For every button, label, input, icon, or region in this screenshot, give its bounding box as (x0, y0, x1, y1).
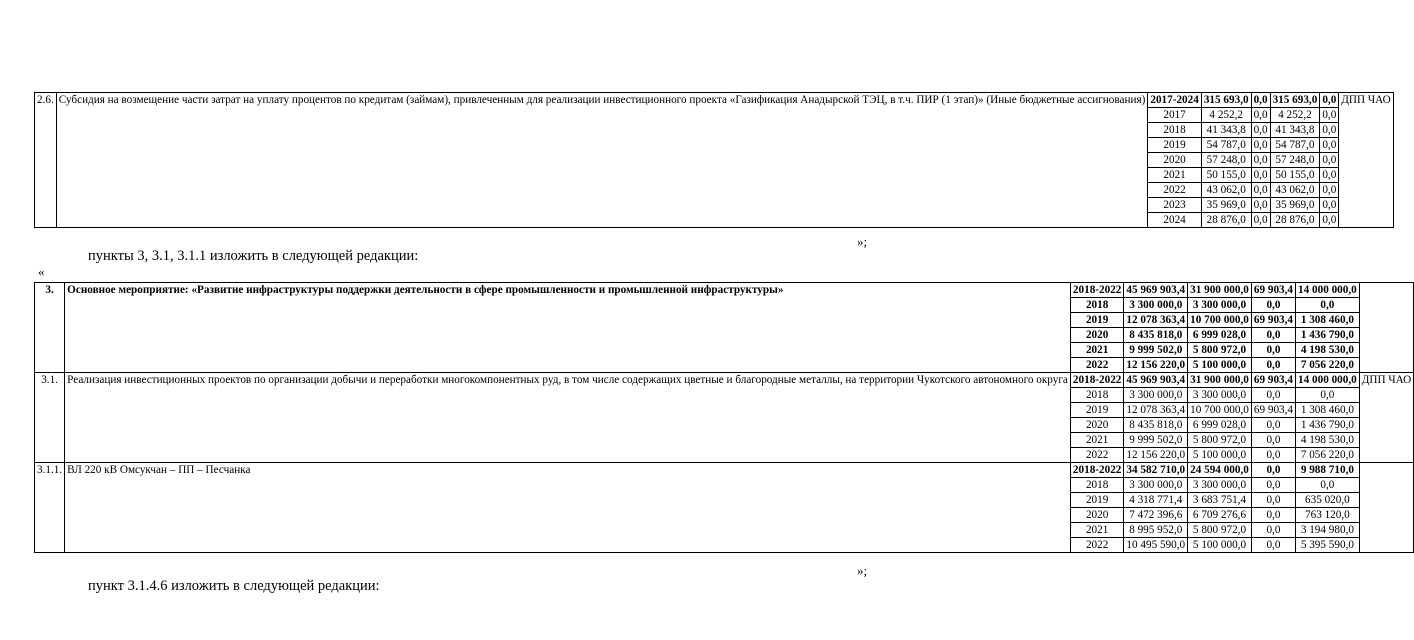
amount-cell: 31 900 000,0 (1188, 283, 1252, 298)
amount-cell: 0,0 (1251, 433, 1295, 448)
year-cell: 2021 (1070, 433, 1123, 448)
amount-cell: 69 903,4 (1251, 403, 1295, 418)
item-number: 3.1.1. (35, 463, 65, 553)
amount-cell: 28 876,0 (1201, 213, 1251, 228)
amount-cell: 0,0 (1320, 138, 1339, 153)
amount-cell: 3 683 751,4 (1188, 493, 1252, 508)
amount-cell: 12 078 363,4 (1124, 403, 1188, 418)
amount-cell: 7 472 396,6 (1124, 508, 1188, 523)
amount-cell: 54 787,0 (1201, 138, 1251, 153)
amount-cell: 3 300 000,0 (1188, 298, 1252, 313)
year-cell: 2019 (1148, 138, 1201, 153)
amount-cell: 6 999 028,0 (1188, 418, 1252, 433)
amount-cell: 41 343,8 (1201, 123, 1251, 138)
amount-cell: 0,0 (1251, 298, 1295, 313)
amount-cell: 5 800 972,0 (1188, 523, 1252, 538)
table-row (35, 373, 1414, 388)
table-items-3 (34, 282, 1414, 553)
closing-quote: »; (857, 563, 868, 578)
table-item-2-6 (34, 92, 1394, 228)
amount-cell: 14 000 000,0 (1296, 373, 1360, 388)
amount-cell: 69 903,4 (1251, 313, 1295, 328)
amount-cell: 0,0 (1251, 523, 1295, 538)
amount-cell: 0,0 (1320, 108, 1339, 123)
amount-cell: 43 062,0 (1201, 183, 1251, 198)
amount-cell: 3 300 000,0 (1188, 388, 1252, 403)
amount-cell: 0,0 (1251, 343, 1295, 358)
amount-cell: 31 900 000,0 (1188, 373, 1252, 388)
amount-cell: 0,0 (1320, 198, 1339, 213)
opening-quote: « (38, 264, 45, 279)
amount-cell: 0,0 (1251, 508, 1295, 523)
year-cell: 2018-2022 (1070, 373, 1123, 388)
amount-cell: 8 435 818,0 (1124, 328, 1188, 343)
year-cell: 2020 (1148, 153, 1201, 168)
amount-cell: 0,0 (1251, 478, 1295, 493)
amount-cell: 0,0 (1251, 493, 1295, 508)
amount-cell: 0,0 (1251, 213, 1270, 228)
amount-cell: 0,0 (1320, 153, 1339, 168)
year-cell: 2020 (1070, 508, 1123, 523)
amount-cell: 4 252,2 (1201, 108, 1251, 123)
amount-cell: 315 693,0 (1270, 93, 1320, 108)
item-number: 3. (35, 283, 65, 373)
amount-cell: 1 436 790,0 (1296, 328, 1360, 343)
year-cell: 2018 (1070, 478, 1123, 493)
item-number: 2.6. (35, 93, 57, 228)
item-number: 3.1. (35, 373, 65, 463)
executor-cell (1359, 283, 1413, 373)
amount-cell: 5 800 972,0 (1188, 343, 1252, 358)
amount-cell: 0,0 (1251, 448, 1295, 463)
amount-cell: 0,0 (1251, 168, 1270, 183)
amount-cell: 0,0 (1320, 183, 1339, 198)
amount-cell: 315 693,0 (1201, 93, 1251, 108)
item-description: Субсидия на возмещение части затрат на уплату процентов по кредитам (займам), привлеченным для реализации инвестиционного проекта «Газификация Анадырской ТЭЦ, в т.ч. ПИР (1 этап)» (Иные бюджетные ассигнования) (56, 93, 1148, 228)
year-cell: 2020 (1070, 328, 1123, 343)
amount-cell: 7 056 220,0 (1296, 358, 1360, 373)
amount-cell: 50 155,0 (1270, 168, 1320, 183)
year-cell: 2017 (1148, 108, 1201, 123)
amount-cell: 4 252,2 (1270, 108, 1320, 123)
item-description: Основное мероприятие: «Развитие инфраструктуры поддержки деятельности в сфере промышленности и промышленной инфраструктуры» (65, 283, 1071, 373)
year-cell: 2021 (1148, 168, 1201, 183)
amount-cell: 10 700 000,0 (1188, 403, 1252, 418)
year-cell: 2019 (1070, 493, 1123, 508)
amount-cell: 54 787,0 (1270, 138, 1320, 153)
amount-cell: 0,0 (1251, 358, 1295, 373)
year-cell: 2017-2024 (1148, 93, 1201, 108)
amount-cell: 43 062,0 (1270, 183, 1320, 198)
amount-cell: 45 969 903,4 (1124, 373, 1188, 388)
year-cell: 2020 (1070, 418, 1123, 433)
year-cell: 2018-2022 (1070, 463, 1123, 478)
amount-cell: 57 248,0 (1270, 153, 1320, 168)
year-cell: 2018 (1148, 123, 1201, 138)
amount-cell: 0,0 (1320, 123, 1339, 138)
amount-cell: 0,0 (1320, 213, 1339, 228)
closing-quote: »; (857, 234, 868, 249)
amount-cell: 69 903,4 (1251, 373, 1295, 388)
amount-cell: 10 700 000,0 (1188, 313, 1252, 328)
year-cell: 2022 (1070, 538, 1123, 553)
amount-cell: 0,0 (1296, 298, 1360, 313)
amount-cell: 3 300 000,0 (1124, 478, 1188, 493)
amount-cell: 24 594 000,0 (1188, 463, 1252, 478)
amount-cell: 1 308 460,0 (1296, 313, 1360, 328)
amount-cell: 0,0 (1320, 93, 1339, 108)
year-cell: 2023 (1148, 198, 1201, 213)
amount-cell: 50 155,0 (1201, 168, 1251, 183)
year-cell: 2018 (1070, 388, 1123, 403)
amount-cell: 0,0 (1251, 198, 1270, 213)
amount-cell: 10 495 590,0 (1124, 538, 1188, 553)
amount-cell: 0,0 (1320, 168, 1339, 183)
amount-cell: 3 300 000,0 (1188, 478, 1252, 493)
amount-cell: 5 100 000,0 (1188, 538, 1252, 553)
year-cell: 2021 (1070, 343, 1123, 358)
amount-cell: 635 020,0 (1296, 493, 1360, 508)
amendment-note: пункт 3.1.4.6 изложить в следующей редакции: (88, 578, 380, 594)
amount-cell: 12 156 220,0 (1124, 358, 1188, 373)
item-description: Реализация инвестиционных проектов по организации добычи и переработки многокомпонентных руд, в том числе содержащих цветные и благородные металлы, на территории Чукотского автономного округа (65, 373, 1071, 463)
year-cell: 2022 (1070, 448, 1123, 463)
amount-cell: 35 969,0 (1270, 198, 1320, 213)
amount-cell: 9 999 502,0 (1124, 343, 1188, 358)
amount-cell: 0,0 (1251, 388, 1295, 403)
amount-cell: 0,0 (1251, 463, 1295, 478)
amount-cell: 35 969,0 (1201, 198, 1251, 213)
table-row (35, 463, 1414, 478)
year-cell: 2021 (1070, 523, 1123, 538)
amount-cell: 57 248,0 (1201, 153, 1251, 168)
executor-cell: ДПП ЧАО (1339, 93, 1393, 228)
year-cell: 2018-2022 (1070, 283, 1123, 298)
amount-cell: 12 156 220,0 (1124, 448, 1188, 463)
amount-cell: 14 000 000,0 (1296, 283, 1360, 298)
amount-cell: 763 120,0 (1296, 508, 1360, 523)
amount-cell: 4 318 771,4 (1124, 493, 1188, 508)
amount-cell: 34 582 710,0 (1124, 463, 1188, 478)
amount-cell: 12 078 363,4 (1124, 313, 1188, 328)
amount-cell: 5 395 590,0 (1296, 538, 1360, 553)
amount-cell: 0,0 (1296, 388, 1360, 403)
amount-cell: 0,0 (1251, 138, 1270, 153)
amount-cell: 69 903,4 (1251, 283, 1295, 298)
amount-cell: 5 100 000,0 (1188, 448, 1252, 463)
amount-cell: 3 300 000,0 (1124, 298, 1188, 313)
amount-cell: 8 995 952,0 (1124, 523, 1188, 538)
amount-cell: 5 100 000,0 (1188, 358, 1252, 373)
amount-cell: 4 198 530,0 (1296, 433, 1360, 448)
amount-cell: 8 435 818,0 (1124, 418, 1188, 433)
year-cell: 2024 (1148, 213, 1201, 228)
amount-cell: 45 969 903,4 (1124, 283, 1188, 298)
year-cell: 2022 (1148, 183, 1201, 198)
amount-cell: 6 709 276,6 (1188, 508, 1252, 523)
amount-cell: 0,0 (1251, 153, 1270, 168)
amount-cell: 1 308 460,0 (1296, 403, 1360, 418)
amount-cell: 9 999 502,0 (1124, 433, 1188, 448)
item-description: ВЛ 220 кВ Омсукчан – ПП – Песчанка (65, 463, 1071, 553)
amount-cell: 1 436 790,0 (1296, 418, 1360, 433)
year-cell: 2018 (1070, 298, 1123, 313)
amount-cell: 0,0 (1251, 123, 1270, 138)
amount-cell: 9 988 710,0 (1296, 463, 1360, 478)
amount-cell: 0,0 (1251, 93, 1270, 108)
amount-cell: 5 800 972,0 (1188, 433, 1252, 448)
amendment-note: пункты 3, 3.1, 3.1.1 изложить в следующей редакции: (88, 248, 419, 264)
amount-cell: 0,0 (1251, 418, 1295, 433)
year-cell: 2019 (1070, 403, 1123, 418)
amount-cell: 0,0 (1251, 183, 1270, 198)
table-row (35, 93, 1394, 108)
amount-cell: 7 056 220,0 (1296, 448, 1360, 463)
executor-cell (1359, 463, 1413, 553)
amount-cell: 0,0 (1251, 108, 1270, 123)
executor-cell: ДПП ЧАО (1359, 373, 1413, 463)
amount-cell: 28 876,0 (1270, 213, 1320, 228)
year-cell: 2022 (1070, 358, 1123, 373)
amount-cell: 0,0 (1251, 328, 1295, 343)
table-row (35, 283, 1414, 298)
amount-cell: 0,0 (1251, 538, 1295, 553)
amount-cell: 6 999 028,0 (1188, 328, 1252, 343)
amount-cell: 3 300 000,0 (1124, 388, 1188, 403)
amount-cell: 4 198 530,0 (1296, 343, 1360, 358)
amount-cell: 0,0 (1296, 478, 1360, 493)
amount-cell: 41 343,8 (1270, 123, 1320, 138)
amount-cell: 3 194 980,0 (1296, 523, 1360, 538)
year-cell: 2019 (1070, 313, 1123, 328)
